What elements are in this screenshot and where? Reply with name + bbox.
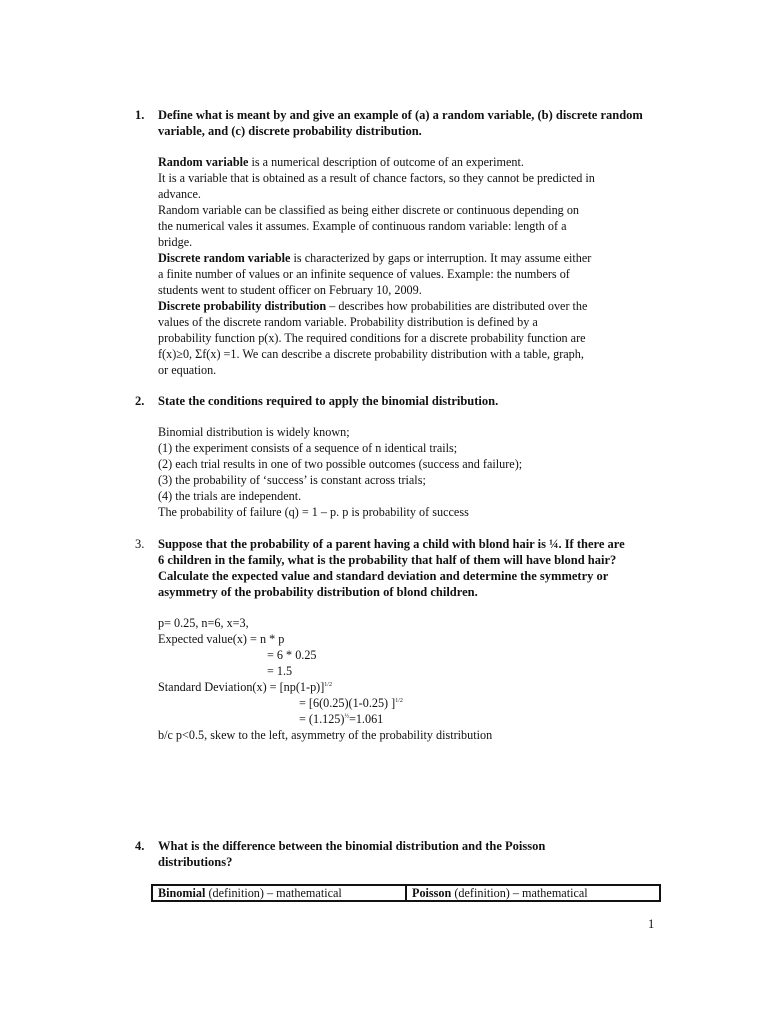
rv-line-6: bridge. [158, 235, 193, 249]
expected-value-line-2: = 6 * 0.25 [267, 648, 317, 662]
expected-value-line-3: = 1.5 [267, 664, 293, 678]
term-discrete-probability-distribution: Discrete probability distribution [158, 299, 327, 313]
binomial-desc: (definition) – mathematical [205, 886, 342, 900]
answer-2-line: (1) the experiment consists of a sequence of n identical trails; [158, 441, 458, 455]
question-1-number: 1. [135, 108, 145, 122]
comparison-table [151, 884, 661, 902]
question-2-text: State the conditions required to apply the binomial distribution. [158, 394, 499, 408]
drv-definition: is characterized by gaps or interruption. It may assume either [290, 251, 592, 265]
answer-2-line: (4) the trials are independent. [158, 489, 302, 503]
answer-2-line: (3) the probability of ‘success’ is constant across trials; [158, 473, 426, 487]
question-3-text: Suppose that the probability of a parent having a child with blond hair is ¼. If there are 6 children in the family, what is the probability that half of them will have blond hair? Calculate the expected value and standard deviation and determine the symmetry or asymmetry of the probability distribution of blond children. [158, 537, 625, 599]
question-4-number: 4. [135, 839, 145, 853]
std-dev-line-3: = (1.125) [299, 712, 345, 726]
rv-line-3: advance. [158, 187, 201, 201]
question-2-number: 2. [135, 394, 145, 408]
std-dev-line-2: = [6(0.25)(1-0.25) ] [299, 696, 396, 710]
page-number: 1 [648, 917, 655, 931]
binomial-term: Binomial [158, 886, 206, 900]
poisson-term: Poisson [412, 886, 452, 900]
question-1-text: Define what is meant by and give an example of (a) a random variable, (b) discrete random variable, and (c) discrete probability distribution. [158, 108, 643, 138]
drv-line-2: a finite number of values or an infinite sequence of values. Example: the numbers of [158, 267, 570, 281]
term-random-variable: Random variable [158, 155, 249, 169]
table-cell-binomial [153, 886, 405, 900]
exponent: 1/2 [395, 698, 403, 704]
term-discrete-random-variable: Discrete random variable [158, 251, 291, 265]
answer-2-line: The probability of failure (q) = 1 – p. p is probability of success [158, 505, 469, 519]
rv-line-5: the numerical vales it assumes. Example of continuous random variable: length of a [158, 219, 567, 233]
question-4-text: What is the difference between the binomial distribution and the Poisson distributions? [158, 839, 546, 869]
rv-line-4: Random variable can be classified as being either discrete or continuous depending on [158, 203, 580, 217]
question-3-number: 3. [135, 537, 145, 551]
dpd-line-3: probability function p(x). The required conditions for a discrete probability function are [158, 331, 586, 345]
rv-line-2: It is a variable that is obtained as a result of chance factors, so they cannot be predicted in [158, 171, 595, 185]
answer-2-line: (2) each trial results in one of two possible outcomes (success and failure); [158, 457, 523, 471]
given-values: p= 0.25, n=6, x=3, [158, 616, 249, 630]
rv-definition: is a numerical description of outcome of an experiment. [248, 155, 524, 169]
dpd-line-4: f(x)≥0, Σf(x) =1. We can describe a discrete probability distribution with a table, graph, [158, 347, 584, 361]
exponent: ½ [344, 714, 349, 720]
exponent: 1/2 [324, 682, 332, 688]
conclusion: b/c p<0.5, skew to the left, asymmetry of the probability distribution [158, 728, 493, 742]
table-cell-poisson [405, 886, 659, 900]
answer-3 [158, 615, 658, 743]
dpd-line-2: values of the discrete random variable. Probability distribution is defined by a [158, 315, 538, 329]
expected-value-line-1: Expected value(x) = n * p [158, 632, 285, 646]
answer-1 [158, 154, 658, 378]
poisson-desc: (definition) – mathematical [451, 886, 588, 900]
answer-2 [158, 424, 658, 520]
dpd-line-5: or equation. [158, 363, 217, 377]
drv-line-3: students went to student officer on February 10, 2009. [158, 283, 422, 297]
std-dev-line-1: Standard Deviation(x) = [np(1-p)] [158, 680, 325, 694]
dpd-definition: – describes how probabilities are distributed over the [326, 299, 588, 313]
std-dev-result: =1.061 [348, 712, 384, 726]
answer-2-line: Binomial distribution is widely known; [158, 425, 350, 439]
